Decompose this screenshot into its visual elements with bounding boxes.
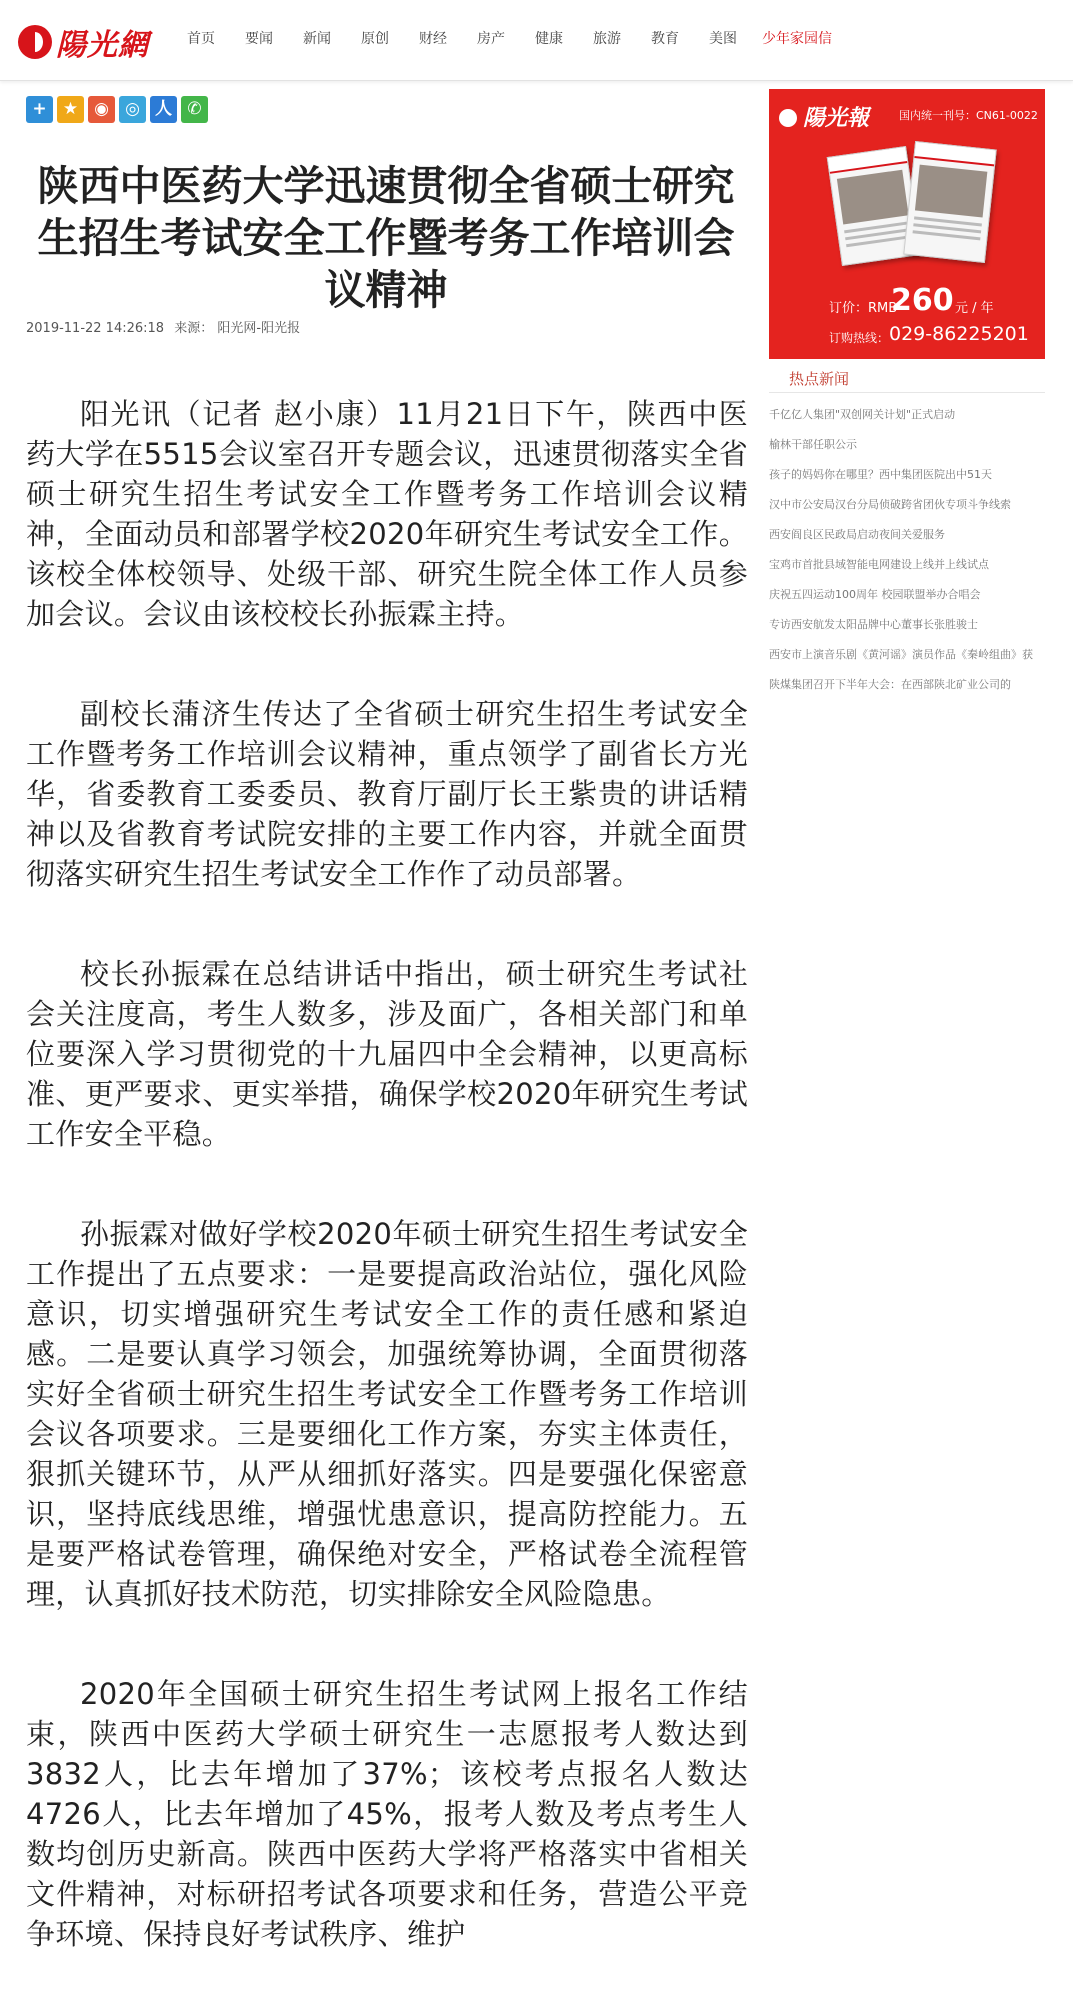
nav-item-headlines[interactable]: 要闻 [245, 31, 273, 47]
article-paragraph: 校长孙振霖在总结讲话中指出，硕士研究生考试社会关注度高，考生人数多，涉及面广，各相关部门和单位要深入学习贯彻党的十九届四中全会精神，以更高标准、更严要求、更实举措，确保学校2020年研究生考试工作安全平稳。 [26, 957, 748, 1151]
nav-item-photos[interactable]: 美图 [709, 31, 737, 47]
ad-logo: 陽光報 [779, 101, 869, 132]
newspaper-image [903, 141, 996, 263]
ad-issn: 国内统一刊号：CN61-0022 [899, 109, 1038, 122]
article-paragraph: 2020年全国硕士研究生招生考试网上报名工作结束，陕西中医药大学硕士研究生一志愿报考人数达到3832人，比去年增加了37%；该校考点报名人数达4726人，比去年增加了45%，报考人数及考点考生人数均创历史新高。陕西中医药大学将严格落实中省相关文件精神，对标研招考试各项要求和任务，营造公平竞争环境、保持良好考试秩序、维护 [26, 1677, 748, 1951]
hot-news-item[interactable]: 庆祝五四运动100周年 校园联盟举办合唱会 [769, 588, 981, 601]
hot-news-item[interactable]: 西安市上演音乐剧《黄河谣》演员作品《秦岭组曲》获 [769, 648, 1033, 661]
ad-phone-label: 订购热线： [829, 331, 890, 345]
hot-news-item[interactable]: 宝鸡市首批县域智能电网建设上线并上线试点 [769, 558, 989, 571]
article-paragraph: 孙振霖对做好学校2020年硕士研究生招生考试安全工作提出了五点要求：一是要提高政治站位，强化风险意识，切实增强研究生考试安全工作的责任感和紧迫感。二是要认真学习领会，加强统筹协调，全面贯彻落实好全省硕士研究生招生考试安全工作暨考务工作培训会议各项要求。三是要细化工作方案，夯实主体责任，狠抓关键环节，从严从细抓好落实。四是要强化保密意识，坚持底线思维，增强忧患意识，提高防控能力。五是要严格试卷管理，确保绝对安全，严格试卷全流程管理，认真抓好技术防范，切实排除安全风险隐患。 [26, 1217, 748, 1611]
hot-news-item[interactable]: 汉中市公安局汉台分局侦破跨省团伙专项斗争线索 [769, 498, 1011, 511]
ad-price-label: 订价：RMB [829, 301, 898, 316]
hot-news-heading: 热点新闻 [789, 370, 850, 388]
divider [769, 392, 1045, 393]
nav-item-health[interactable]: 健康 [535, 31, 563, 47]
sun-logo-icon [18, 25, 52, 59]
hot-news-list [769, 404, 1049, 704]
article-paragraph: 副校长蒲济生传达了全省硕士研究生招生考试安全工作暨考务工作培训会议精神，重点领学了副省长方光华，省委教育工委委员、教育厅副厅长王紫贵的讲话精神以及省教育考试院安排的主要工作内容，并就全面贯彻落实研究生招生考试安全工作作了动员部署。 [26, 697, 748, 891]
article-meta [26, 317, 306, 336]
nav-item-finance[interactable]: 财经 [419, 31, 447, 47]
nav-item-youth-home[interactable]: 少年家园信 [762, 31, 832, 47]
weibo-share-icon[interactable]: ◉ [88, 96, 115, 123]
ad-phone: 029-86225201 [889, 323, 1029, 345]
newspaper-subscription-ad[interactable] [769, 89, 1045, 359]
plus-share-icon[interactable]: + [26, 96, 53, 123]
ad-price-unit: 元 / 年 [955, 301, 994, 316]
hot-news-item[interactable]: 千亿亿人集团"双创网关计划"正式启动 [769, 408, 956, 421]
nav-item-home[interactable]: 首页 [187, 31, 215, 47]
site-logo[interactable] [18, 20, 149, 64]
hot-news-item[interactable]: 孩子的妈妈你在哪里？西中集团医院出中51天 [769, 468, 992, 481]
hot-news-item[interactable]: 陕煤集团召开下半年大会：在西部陕北矿业公司的 [769, 678, 1011, 691]
top-navigation-bar [0, 0, 1073, 81]
site-logo-text: 陽光網 [56, 28, 149, 63]
wechat-share-icon[interactable]: ✆ [181, 96, 208, 123]
ad-price: 260 [891, 283, 954, 318]
article-paragraph: 阳光讯（记者 赵小康）11月21日下午，陕西中医药大学在5515会议室召开专题会议，迅速贯彻落实全省硕士研究生招生考试安全工作暨考务工作培训会议精神，全面动员和部署学校2020年研究生考试安全工作。该校全体校领导、处级干部、研究生院全体工作人员参加会议。会议由该校校长孙振霖主持。 [26, 397, 748, 631]
tencent-share-icon[interactable]: ◎ [119, 96, 146, 123]
nav-item-education[interactable]: 教育 [651, 31, 679, 47]
hot-news-item[interactable]: 西安阎良区民政局启动夜间关爱服务 [769, 528, 945, 541]
qzone-share-icon[interactable]: ★ [57, 96, 84, 123]
main-nav [172, 28, 842, 48]
article-date: 2019-11-22 14:26:18 [26, 321, 165, 336]
share-bar [26, 96, 208, 123]
hot-news-item[interactable]: 专访西安航发太阳品牌中心董事长张胜骏士 [769, 618, 978, 631]
nav-item-travel[interactable]: 旅游 [593, 31, 621, 47]
renren-share-icon[interactable]: 人 [150, 96, 177, 123]
hot-news-item[interactable]: 榆林干部任职公示 [769, 438, 857, 451]
nav-item-property[interactable]: 房产 [477, 31, 505, 47]
article-source[interactable]: 阳光网-阳光报 [217, 321, 301, 336]
nav-item-news[interactable]: 新闻 [303, 31, 331, 47]
nav-item-original[interactable]: 原创 [361, 31, 389, 47]
article-title: 陕西中医药大学迅速贯彻全省硕士研究生招生考试安全工作暨考务工作培训会议精神 [37, 162, 735, 314]
article-body [26, 394, 748, 2014]
article-source-label: 来源： [174, 321, 214, 336]
